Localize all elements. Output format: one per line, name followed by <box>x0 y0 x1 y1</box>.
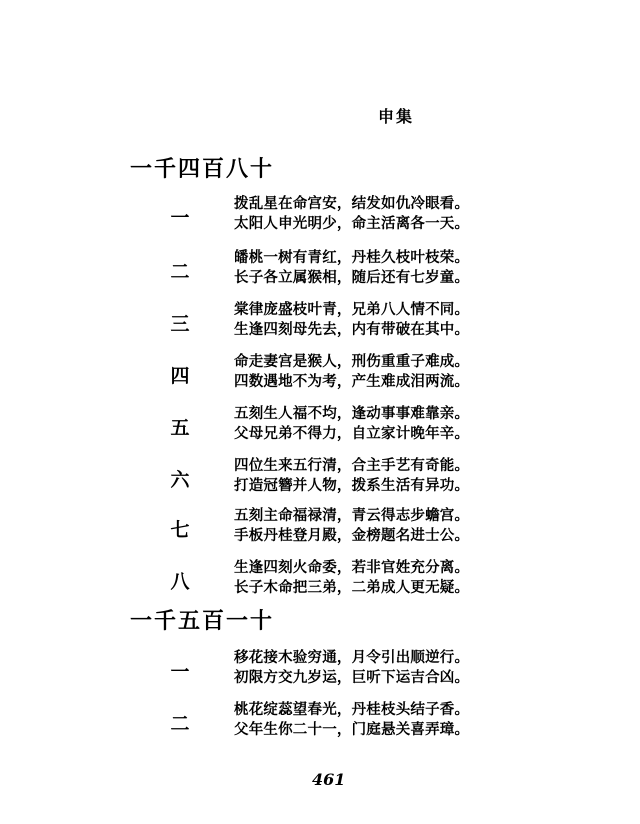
verse-line: 五刻生人福不均，逢动事事难靠亲。 <box>234 405 470 422</box>
verse-line: 四数遇地不为考，产生难成泪两流。 <box>234 373 470 390</box>
verse-line: 皤桃一树有青红，丹桂久枝叶枝荣。 <box>234 249 470 266</box>
verse-entry <box>0 402 640 446</box>
verse-line: 初限方交九岁运，巨听下运吉合凶。 <box>234 669 470 686</box>
verse-line: 父年生你二十一，门庭悬关喜弄璋。 <box>234 721 470 738</box>
verse-entry <box>0 504 640 548</box>
page-number: 461 <box>312 770 346 789</box>
verse-line: 父母兄弟不得力，自立家计晚年辛。 <box>234 425 470 442</box>
entry-number: 三 <box>170 313 190 335</box>
entry-number: 一 <box>170 207 190 229</box>
section-title: 一千五百一十 <box>130 608 275 634</box>
verse-line: 棠律庞盛枝叶青，兄弟八人情不同。 <box>234 301 470 318</box>
entry-number: 五 <box>170 417 190 439</box>
verse-line: 桃花绽蕊望春光，丹桂枝头结子香。 <box>234 701 470 718</box>
verse-line: 太阳人申光明少，命主活离各一天。 <box>234 215 470 232</box>
entry-number: 七 <box>170 519 190 541</box>
section-title: 一千四百八十 <box>130 156 275 182</box>
verse-line: 五刻主命福禄清，青云得志步蟾宫。 <box>234 507 470 524</box>
verse-line: 生逢四刻母先去，内有带破在其中。 <box>234 321 470 338</box>
entry-number: 四 <box>170 365 190 387</box>
verse-entry <box>0 454 640 498</box>
verse-line: 拨乱星在命宫安，结发如仇冷眼看。 <box>234 195 470 212</box>
verse-line: 生逢四刻火命委，若非官姓充分离。 <box>234 559 470 576</box>
verse-line: 打造冠簪并人物，拨系生活有异功。 <box>234 477 470 494</box>
verse-entry <box>0 556 640 600</box>
entry-number: 一 <box>170 661 190 683</box>
verse-entry <box>0 646 640 690</box>
verse-entry <box>0 192 640 236</box>
entry-number: 六 <box>170 469 190 491</box>
verse-entry <box>0 298 640 342</box>
verse-entry <box>0 246 640 290</box>
verse-line: 四位生来五行清，合主手艺有奇能。 <box>234 457 470 474</box>
running-header: 申集 <box>378 107 415 126</box>
entry-number: 二 <box>170 261 190 283</box>
entry-number: 八 <box>170 571 190 593</box>
verse-line: 命走妻宫是猴人，刑伤重重子难成。 <box>234 353 470 370</box>
entry-number: 二 <box>170 713 190 735</box>
verse-line: 移花接木验穷通，月令引出顺逆行。 <box>234 649 470 666</box>
verse-line: 手板丹桂登月殿，金榜题名进士公。 <box>234 527 470 544</box>
verse-line: 长子木命把三弟，二弟成人更无疑。 <box>234 579 470 596</box>
verse-entry <box>0 698 640 742</box>
verse-line: 长子各立属猴相，随后还有七岁童。 <box>234 269 470 286</box>
verse-entry <box>0 350 640 394</box>
